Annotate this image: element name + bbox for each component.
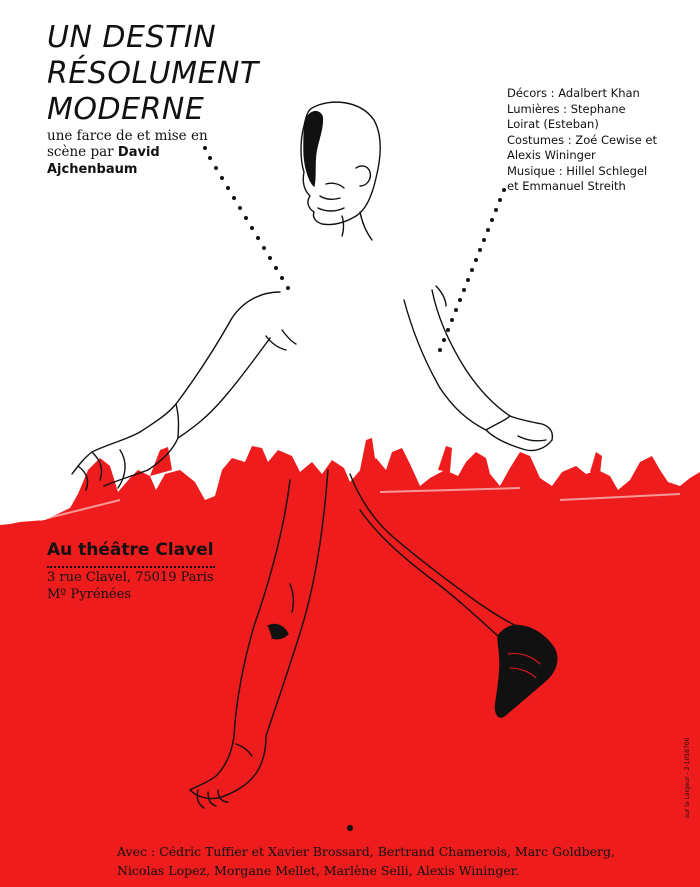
credit-line: et Emmanuel Streith: [507, 179, 626, 193]
credit-line: Alexis Wininger: [507, 148, 596, 162]
printer-credit: sur la Largeur - 2-1058706: [684, 737, 691, 818]
credit-line: Costumes : Zoé Cewise et: [507, 132, 657, 147]
venue-dotted-underline: [47, 566, 215, 568]
credit-line: Loirat (Esteban): [507, 117, 599, 131]
venue-metro: Mº Pyrénées: [47, 587, 131, 602]
credits-block: [507, 86, 657, 195]
credit-line: Lumières : Stephane: [507, 101, 626, 116]
red-paint-area: [0, 446, 700, 887]
cast-line: Avec : Cédric Tuffier et Xavier Brossard, Bertrand Chamerois, Marc Goldberg,: [117, 844, 615, 859]
subtitle: [47, 128, 222, 178]
credit-line: Musique : Hillel Schlegel: [507, 163, 648, 178]
subtitle-text: une farce de et mise en scène par: [47, 128, 208, 160]
cast-list: [117, 842, 637, 880]
credit-line: Décors : Adalbert Khan: [507, 86, 640, 100]
venue-name: Au théâtre Clavel: [47, 540, 214, 560]
author-name: David Ajchenbaum: [47, 145, 160, 177]
cast-line: Nicolas Lopez, Morgane Mellet, Marlène Selli, Alexis Wininger.: [117, 863, 520, 878]
title-line: MODERNE: [47, 92, 205, 127]
venue-address: 3 rue Clavel, 75019 Paris: [47, 570, 214, 585]
play-title: [47, 20, 259, 128]
title-line: UN DESTIN: [47, 20, 217, 55]
title-line: RÉSOLUMENT: [47, 56, 259, 91]
